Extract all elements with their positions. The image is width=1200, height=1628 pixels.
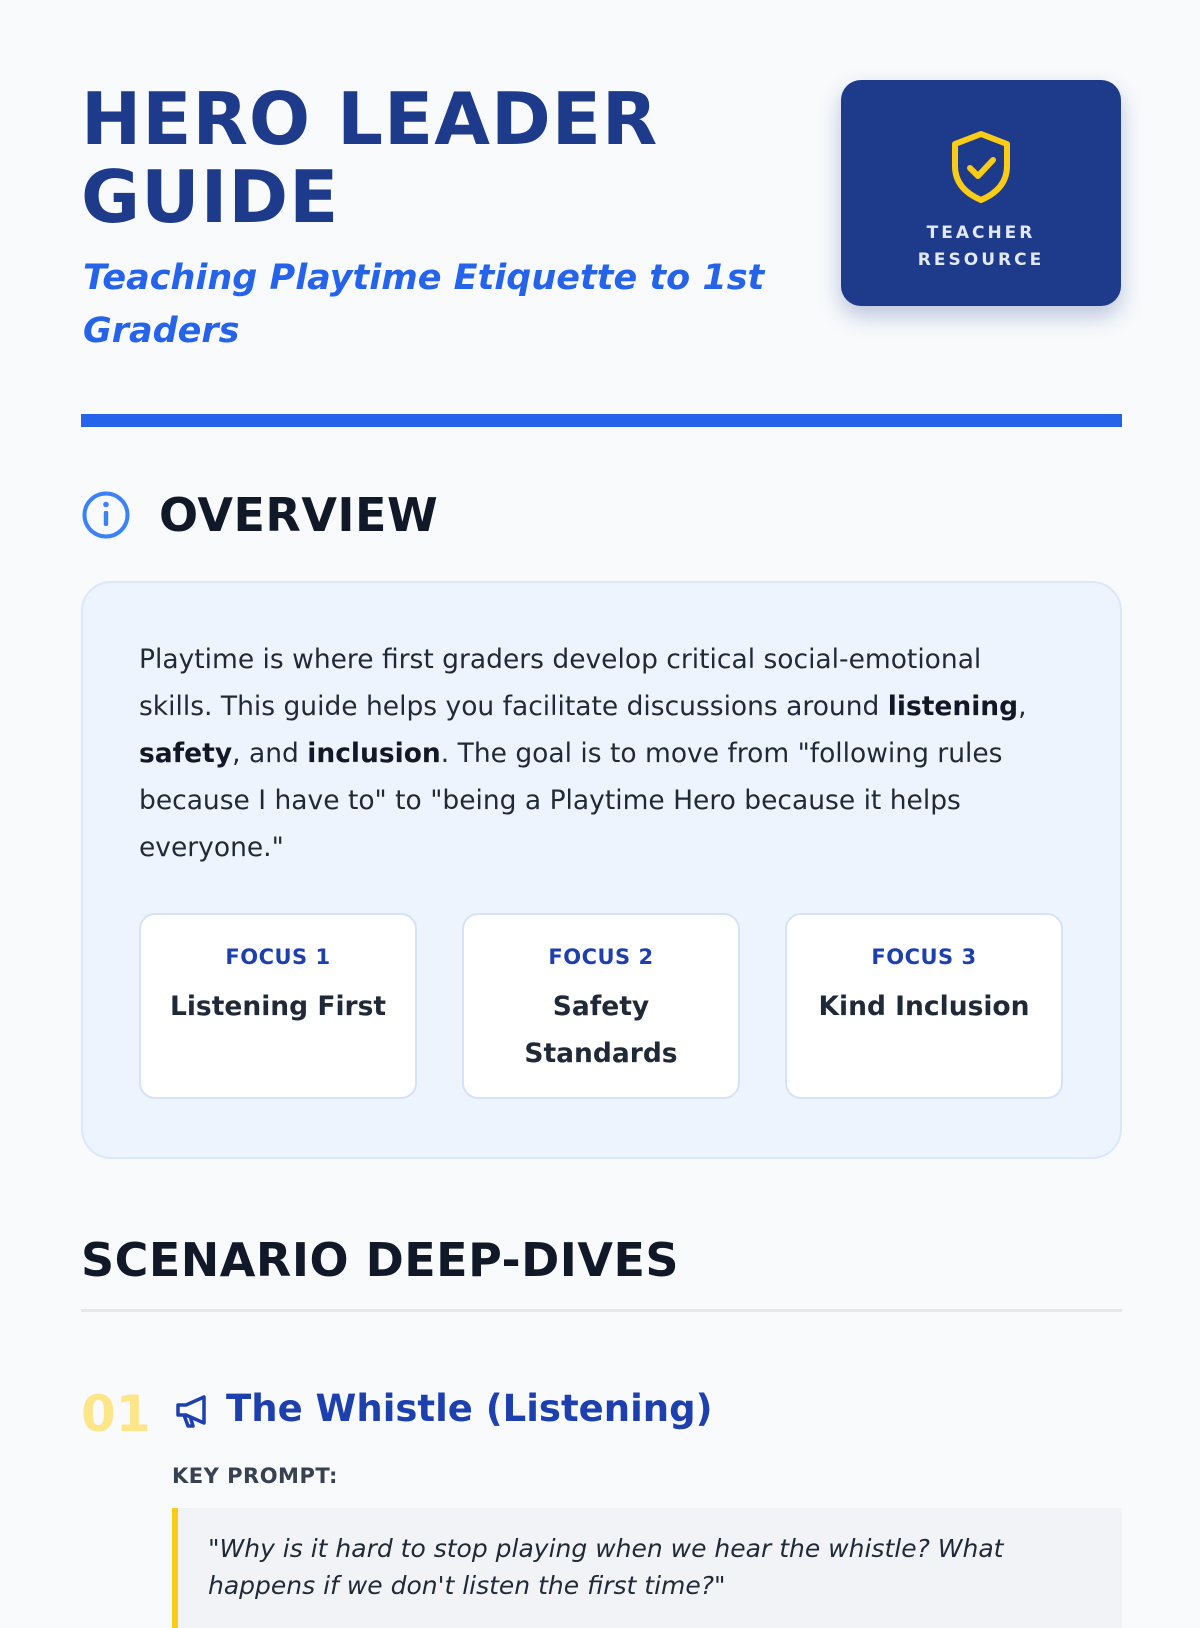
key-prompt-label: KEY PROMPT: xyxy=(172,1464,338,1488)
key-prompt-text: "Why is it hard to stop playing when we hear the whistle? What happens if we don't listen the first time?" xyxy=(208,1534,1004,1600)
guide-page xyxy=(81,0,1122,1600)
focus-label: FOCUS 2 xyxy=(548,945,654,969)
focus-card-3 xyxy=(785,913,1063,1099)
keyword-inclusion: inclusion xyxy=(307,738,441,769)
keyword-listening: listening xyxy=(887,691,1019,722)
overview-heading xyxy=(81,488,438,542)
scenarios-divider xyxy=(81,1309,1122,1312)
scenario-number: 01 xyxy=(81,1385,151,1443)
key-prompt-quote xyxy=(172,1508,1122,1628)
focus-card-2 xyxy=(462,913,740,1099)
focus-label: FOCUS 1 xyxy=(225,945,331,969)
focus-title: Kind Inclusion xyxy=(818,991,1030,1022)
scenario-title: The Whistle (Listening) xyxy=(226,1387,713,1430)
keyword-safety: safety xyxy=(139,738,233,769)
focus-title: Safety Standards xyxy=(524,991,678,1069)
focus-card-1 xyxy=(139,913,417,1099)
megaphone-icon xyxy=(174,1393,212,1429)
focus-title: Listening First xyxy=(169,991,387,1022)
focus-label: FOCUS 3 xyxy=(871,945,977,969)
overview-text: Playtime is where first graders develop critical social-emotional skills. This guide helps you facilitate discussions around listening, safety, and inclusion. The goal is to move from "following rules because I have to" to "being a Playtime Hero because it helps everyone." xyxy=(139,644,1027,863)
scenarios-heading: SCENARIO DEEP-DIVES xyxy=(81,1233,680,1287)
shield-check-icon xyxy=(949,130,1013,204)
overview-panel xyxy=(81,581,1122,1159)
page-title: HERO LEADER GUIDE xyxy=(81,77,659,239)
teacher-resource-badge xyxy=(841,80,1121,306)
overview-title: OVERVIEW xyxy=(159,488,439,542)
header xyxy=(81,0,1122,430)
header-divider xyxy=(81,414,1122,427)
info-icon xyxy=(81,490,131,540)
page-subtitle: Teaching Playtime Etiquette to 1st Graders xyxy=(83,258,765,351)
badge-label: TEACHER RESOURCE xyxy=(917,223,1045,270)
